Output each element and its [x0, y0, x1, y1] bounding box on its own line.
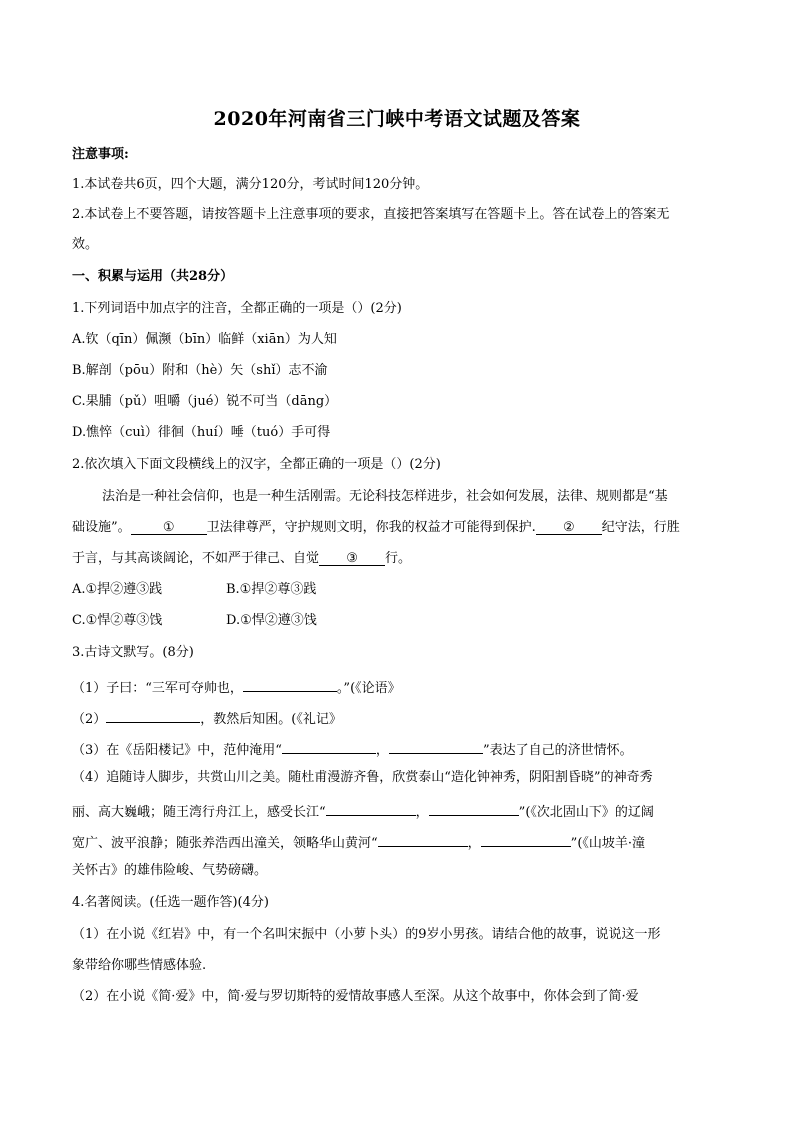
- q1-option-b: B.解剖（pōu）附和（hè）矢（shǐ）志不渝: [72, 363, 328, 378]
- notice-heading: 注意事项:: [72, 147, 129, 162]
- q1-stem: 1.下列词语中加点字的注音，全都正确的一项是（）(2分): [72, 301, 402, 316]
- q2-options-row-2: [72, 612, 317, 630]
- notice-item-2-line-2: 效。: [72, 237, 99, 252]
- q3-stem: 3.古诗文默写。(8分): [72, 645, 194, 660]
- q3-blank: [378, 831, 468, 847]
- q3-blank: [106, 707, 200, 723]
- q3-blank: [389, 738, 483, 754]
- q3-blank: [429, 800, 519, 816]
- q2-text: 纪守法，行胜: [601, 520, 680, 535]
- page-title: 2020年河南省三门峡中考语文试题及答案: [213, 108, 581, 130]
- q4-stem: 4.名著阅读。(任选一题作答)(4分): [72, 895, 269, 910]
- q2-text: 卫法律尊严，守护规则文明，你我的权益才可能得到保护.: [206, 520, 536, 535]
- q2-text: 行。: [385, 551, 412, 566]
- q1-option-a: A.钦（qīn）佩濒（bīn）临鲜（xiān）为人知: [72, 332, 337, 347]
- q2-options-row-1: [72, 581, 317, 599]
- q3-item-3: [72, 738, 633, 760]
- q3-blank: [481, 831, 571, 847]
- q3-text: ”表达了自己的济世情怀。: [482, 743, 633, 758]
- q3-text: （1）子曰：“三军可夺帅也，: [72, 681, 243, 696]
- q3-text: 丽、高大巍峨；随王湾行舟江上，感受长江“: [72, 805, 326, 820]
- q4-option-2-line-1: （2）在小说《简·爱》中，简·爱与罗切斯特的爱情故事感人至深。从这个故事中，你体会到了简·爱: [72, 989, 639, 1004]
- q3-text: ”(《山坡羊·潼: [570, 836, 646, 851]
- q2-option-a: A.①捍②遵③践: [72, 582, 163, 597]
- q3-blank: [282, 738, 376, 754]
- q2-text: 于言，与其高谈阔论，不如严于律己、自觉: [72, 551, 320, 566]
- q2-passage-line-2: [72, 519, 680, 537]
- q2-blank-2: ②: [536, 519, 602, 535]
- q3-text: ”(《次北固山下》的辽阔: [518, 805, 654, 820]
- q3-item-4-line-1: （4）追随诗人脚步，共赏山川之美。随杜甫漫游齐鲁，欣赏泰山“造化钟神秀，阴阳割昏晓”的神奇秀: [72, 770, 653, 785]
- q3-text: 。”(《论语》: [336, 681, 401, 696]
- q3-text: ，: [467, 836, 481, 851]
- q2-stem: 2.依次填入下面文段横线上的汉字，全都正确的一项是（）(2分): [72, 457, 441, 472]
- q3-text: ，: [375, 743, 389, 758]
- q1-option-d: D.憔悴（cuì）徘徊（huí）唾（tuó）手可得: [72, 425, 331, 440]
- q2-blank-3: ③: [319, 550, 385, 566]
- q3-item-4-line-3: [72, 831, 645, 853]
- q4-option-1-line-1: （1）在小说《红岩》中，有一个名叫宋振中（小萝卜头）的9岁小男孩。请结合他的故事，说说这一形: [72, 927, 661, 942]
- q3-item-4-line-2: [72, 800, 654, 822]
- q3-blank: [243, 676, 337, 692]
- q3-text: 宽广、波平浪静；随张养浩西出潼关，领略华山黄河“: [72, 836, 378, 851]
- q2-option-d: D.①悍②遵③饯: [226, 613, 317, 628]
- q3-text: （3）在《岳阳楼记》中，范仲淹用“: [72, 743, 282, 758]
- q3-text: ，教然后知困。(《礼记》: [200, 712, 342, 727]
- q3-item-4-line-4: 关怀古》的雄伟险峻、气势磅礴。: [72, 863, 268, 878]
- q1-option-c: C.果脯（pǔ）咀嚼（jué）锐不可当（dāng）: [72, 394, 338, 409]
- q2-option-b: B.①捍②尊③践: [226, 582, 317, 597]
- q3-text: ，: [415, 805, 429, 820]
- q3-blank: [326, 800, 416, 816]
- q2-passage-line-1: 法治是一种社会信仰，也是一种生活刚需。无论科技怎样进步，社会如何发展，法律、规则都是“基: [102, 489, 668, 504]
- q2-text: 础设施”。: [72, 520, 131, 535]
- q2-option-c: C.①悍②尊③饯: [72, 613, 163, 628]
- q3-text: （2）: [72, 712, 107, 727]
- q2-passage-line-3: [72, 550, 411, 568]
- section-1-heading: 一、积累与运用（共28分）: [72, 269, 234, 284]
- q2-blank-1: ①: [131, 519, 207, 535]
- q4-option-1-line-2: 象带给你哪些情感体验.: [72, 958, 207, 973]
- q3-item-1: [72, 676, 401, 698]
- q3-item-2: [72, 707, 342, 729]
- notice-item-2-line-1: 2.本试卷上不要答题，请按答题卡上注意事项的要求，直接把答案填写在答题卡上。答在试卷上的答案无: [72, 207, 670, 222]
- notice-item-1: 1.本试卷共6页，四个大题，满分120分，考试时间120分钟。: [72, 177, 429, 192]
